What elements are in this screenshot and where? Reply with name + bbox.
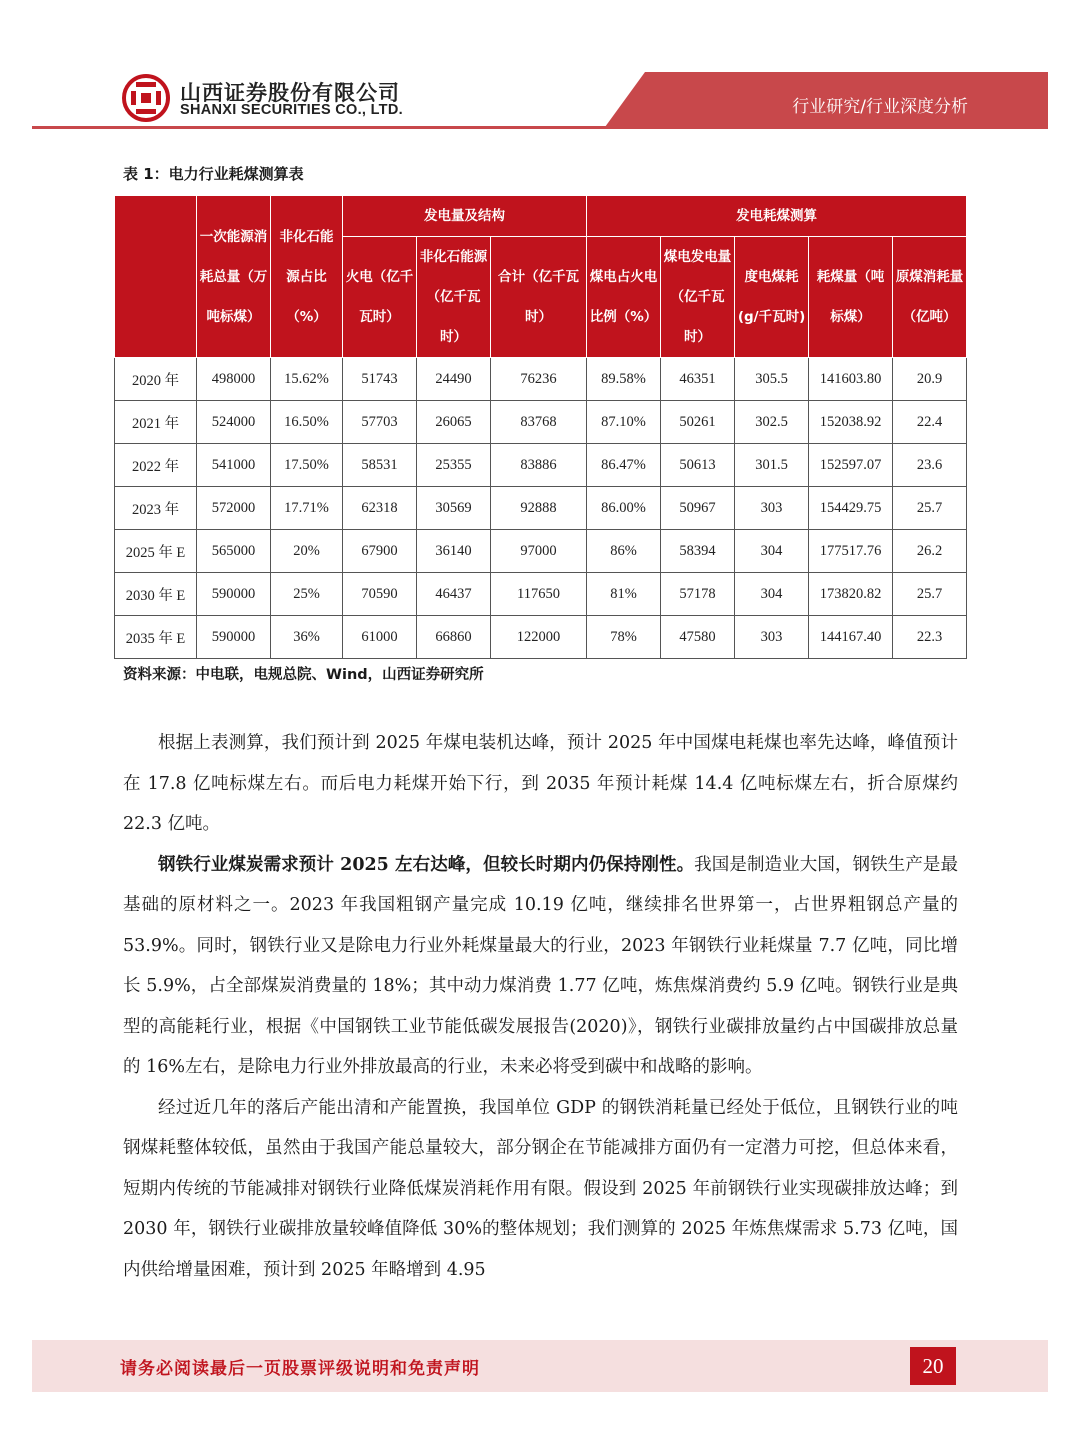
table-row (115, 444, 967, 487)
table-cell: 572000 (197, 487, 271, 530)
table-header-col: 非化石能源（亿千瓦时） (417, 237, 491, 358)
table-cell: 25.7 (893, 573, 967, 616)
table-cell: 57178 (661, 573, 735, 616)
table-cell: 152038.92 (809, 401, 893, 444)
table-cell: 2021 年 (115, 401, 197, 444)
table-cell: 2023 年 (115, 487, 197, 530)
table-cell: 89.58% (587, 358, 661, 401)
paragraph: 经过近几年的落后产能出清和产能置换，我国单位 GDP 的钢铁消耗量已经处于低位，且钢铁行业的吨钢煤耗整体较低，虽然由于我国产能总量较大，部分钢企在节能减排方面仍有一定潜力可挖，但总体来看，短期内传统的节能减排对钢铁行业降低煤炭消耗作用有限。假设到 2025 年前钢铁行业实现碳排放达峰；到 2030 年，钢铁行业碳排放量较峰值降低 30%的整体规划；我们测算的 2025 年炼焦煤需求 5.73 亿吨，国内供给增量困难，预计到 2025 年略增到 4.95 (123, 1097, 958, 1280)
table-cell: 66860 (417, 616, 491, 659)
company-logo-icon (122, 74, 170, 122)
table-cell: 70590 (343, 573, 417, 616)
table-header-col: 耗煤量（吨标煤） (809, 237, 893, 358)
table-cell: 26.2 (893, 530, 967, 573)
table-row (115, 573, 967, 616)
table-cell: 81% (587, 573, 661, 616)
paragraph-text: 我国是制造业大国，钢铁生产是最基础的原材料之一。2023 年我国粗钢产量完成 10.19 亿吨，继续排名世界第一，占世界粗钢总产量的 53.9%。同时，钢铁行业又是除电力行业外耗煤量最大的行业，2023 年钢铁行业耗煤量 7.7 亿吨，同比增长 5.9%，占全部煤炭消费量的 18%；其中动力煤消费 1.77 亿吨，炼焦煤消费约 5.9 亿吨。钢铁行业是典型的高能耗行业，根据《中国钢铁工业节能低碳发展报告(2020)》，钢铁行业碳排放量约占中国碳排放总量的 16%左右，是除电力行业外排放最高的行业，未来必将受到碳中和战略的影响。 (123, 854, 959, 1077)
table-cell: 86.00% (587, 487, 661, 530)
table-cell: 47580 (661, 616, 735, 659)
page-number: 20 (910, 1347, 956, 1385)
table-cell: 2030 年 E (115, 573, 197, 616)
table-cell: 590000 (197, 573, 271, 616)
table-cell: 15.62% (271, 358, 343, 401)
table-cell: 57703 (343, 401, 417, 444)
table-cell: 78% (587, 616, 661, 659)
table-cell: 50967 (661, 487, 735, 530)
table-header-col: 煤电占火电比例（%） (587, 237, 661, 358)
table-cell: 25.7 (893, 487, 967, 530)
table-cell: 304 (735, 573, 809, 616)
table-header-col: 一次能源消耗总量（万吨标煤） (197, 196, 271, 358)
table-cell: 177517.76 (809, 530, 893, 573)
header-divider (32, 126, 1048, 129)
table-cell: 61000 (343, 616, 417, 659)
table-header-col: 煤电发电量（亿千瓦时） (661, 237, 735, 358)
table-group-header: 发电耗煤测算 (587, 196, 967, 237)
table-cell: 51743 (343, 358, 417, 401)
table-cell: 30569 (417, 487, 491, 530)
table-cell: 2025 年 E (115, 530, 197, 573)
table-cell: 46351 (661, 358, 735, 401)
table-cell: 50261 (661, 401, 735, 444)
table-cell: 17.50% (271, 444, 343, 487)
page-footer (32, 1340, 1048, 1392)
table-header-col: 非化石能源占比（%） (271, 196, 343, 358)
table-cell: 20% (271, 530, 343, 573)
table-row (115, 530, 967, 573)
table-title: 表 1：电力行业耗煤测算表 (123, 165, 304, 183)
table-cell: 97000 (491, 530, 587, 573)
table-cell: 50613 (661, 444, 735, 487)
company-name-en: SHANXI SECURITIES CO., LTD. (180, 102, 403, 118)
table-row (115, 358, 967, 401)
table-cell: 25% (271, 573, 343, 616)
table-cell: 83886 (491, 444, 587, 487)
table-cell: 303 (735, 616, 809, 659)
table-cell: 154429.75 (809, 487, 893, 530)
table-header-col: 火电（亿千瓦时） (343, 237, 417, 358)
table-cell: 23.6 (893, 444, 967, 487)
table-row (115, 487, 967, 530)
table-cell: 26065 (417, 401, 491, 444)
paragraph: 根据上表测算，我们预计到 2025 年煤电装机达峰，预计 2025 年中国煤电耗煤也率先达峰，峰值预计在 17.8 亿吨标煤左右。而后电力耗煤开始下行，到 2035 年预计耗煤 14.4 亿吨标煤左右，折合原煤约 22.3 亿吨。 (123, 733, 958, 834)
table-cell: 86% (587, 530, 661, 573)
table-cell: 2035 年 E (115, 616, 197, 659)
paragraph-lead: 钢铁行业煤炭需求预计 2025 左右达峰，但较长时期内仍保持刚性。 (158, 854, 695, 875)
table-cell: 152597.07 (809, 444, 893, 487)
table-cell: 83768 (491, 401, 587, 444)
company-name-cn: 山西证券股份有限公司 (180, 81, 400, 105)
table-row (115, 616, 967, 659)
table-header-year (115, 196, 197, 358)
table-cell: 498000 (197, 358, 271, 401)
table-cell: 58394 (661, 530, 735, 573)
table-header-col: 度电煤耗(g/千瓦时) (735, 237, 809, 358)
table-cell: 524000 (197, 401, 271, 444)
table-cell: 301.5 (735, 444, 809, 487)
table-cell: 173820.82 (809, 573, 893, 616)
paragraph (123, 845, 958, 1088)
body-text (123, 723, 958, 1290)
table-cell: 16.50% (271, 401, 343, 444)
page-header (0, 0, 1080, 140)
table-cell: 2022 年 (115, 444, 197, 487)
table-cell: 58531 (343, 444, 417, 487)
table-cell: 141603.80 (809, 358, 893, 401)
table-group-header: 发电量及结构 (343, 196, 587, 237)
table-cell: 67900 (343, 530, 417, 573)
table-cell: 92888 (491, 487, 587, 530)
table-cell: 25355 (417, 444, 491, 487)
disclaimer-note: 请务必阅读最后一页股票评级说明和免责声明 (120, 1359, 480, 1379)
table-header-col: 合计（亿千瓦时） (491, 237, 587, 358)
table-cell: 304 (735, 530, 809, 573)
table-cell: 24490 (417, 358, 491, 401)
report-section-label: 行业研究/行业深度分析 (792, 97, 968, 117)
table-cell: 76236 (491, 358, 587, 401)
table-cell: 144167.40 (809, 616, 893, 659)
table-cell: 117650 (491, 573, 587, 616)
table-header-col: 原煤消耗量（亿吨） (893, 237, 967, 358)
table-cell: 86.47% (587, 444, 661, 487)
table-cell: 302.5 (735, 401, 809, 444)
coal-consumption-table (114, 195, 967, 659)
table-cell: 303 (735, 487, 809, 530)
table-cell: 46437 (417, 573, 491, 616)
table-source-note: 资料来源：中电联，电规总院、Wind，山西证券研究所 (123, 667, 484, 683)
table-cell: 20.9 (893, 358, 967, 401)
table-cell: 22.4 (893, 401, 967, 444)
table-cell: 2020 年 (115, 358, 197, 401)
table-cell: 17.71% (271, 487, 343, 530)
table-cell: 122000 (491, 616, 587, 659)
table-cell: 22.3 (893, 616, 967, 659)
table-cell: 36% (271, 616, 343, 659)
table-cell: 565000 (197, 530, 271, 573)
table-cell: 590000 (197, 616, 271, 659)
table-cell: 36140 (417, 530, 491, 573)
table-cell: 541000 (197, 444, 271, 487)
table-cell: 305.5 (735, 358, 809, 401)
table-cell: 62318 (343, 487, 417, 530)
table-row (115, 401, 967, 444)
table-cell: 87.10% (587, 401, 661, 444)
